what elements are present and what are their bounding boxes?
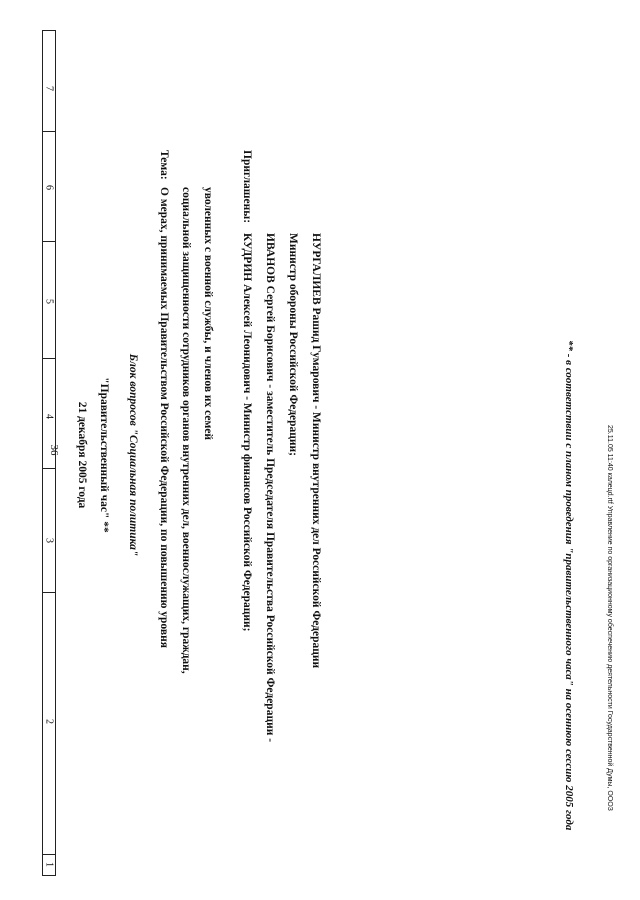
- invited-line: НУРГАЛИЕВ Рашид Гумарович - Министр внутренних дел Российской Федерации: [310, 233, 322, 669]
- footnote: ** - в соответствии с планом проведения "правительственного часа" на осеннюю сессию 2005 года: [563, 340, 575, 831]
- topic-line: уволенных с военной службы, и членов их семей: [202, 187, 214, 441]
- page-number: 36: [48, 444, 60, 456]
- column-number: 7: [43, 86, 55, 91]
- column-number: 6: [43, 185, 55, 190]
- column-number: 5: [43, 299, 55, 304]
- column-cell: [43, 854, 55, 875]
- topic-line: социальной защищенности сотрудников органов внутренних дел, военнослужащих, граждан,: [180, 187, 192, 674]
- topic-line: О мерах, принимаемых Правительством Российской Федерации, по повышению уровня: [158, 187, 170, 648]
- date-line: 21 декабря 2005 года: [76, 401, 88, 509]
- column-header-table: [42, 30, 56, 876]
- column-number: 2: [43, 719, 55, 724]
- topic-label: Тема:: [158, 150, 170, 180]
- column-cell: [43, 241, 55, 358]
- column-number: 4: [43, 414, 55, 419]
- invited-label: Приглашены:: [241, 150, 253, 224]
- column-cell: [43, 131, 55, 241]
- column-cell: [43, 592, 55, 854]
- invited-line: КУДРИН Алексей Леонидович - Министр финансов Российской Федерации;: [241, 233, 253, 632]
- column-cell: [43, 358, 55, 468]
- column-cell: [43, 468, 55, 592]
- block-title: Блок вопросов "Социальная политика": [127, 353, 139, 557]
- column-number: 1: [43, 862, 55, 867]
- column-number: 3: [43, 538, 55, 543]
- invited-line: ИВАНОВ Сергей Борисович - заместитель Председателя Правительства Российской Федерации -: [264, 233, 276, 743]
- footer-meta: 25.11.05 11:40 калецd.rtf Управление по организационному обеспечению деятельности Государственной Думы, ОООЗ: [606, 425, 613, 811]
- column-cell: [43, 31, 55, 131]
- event-title: "Правительственный час" **: [98, 377, 110, 533]
- invited-line: Министр обороны Российской Федерации;: [287, 233, 299, 457]
